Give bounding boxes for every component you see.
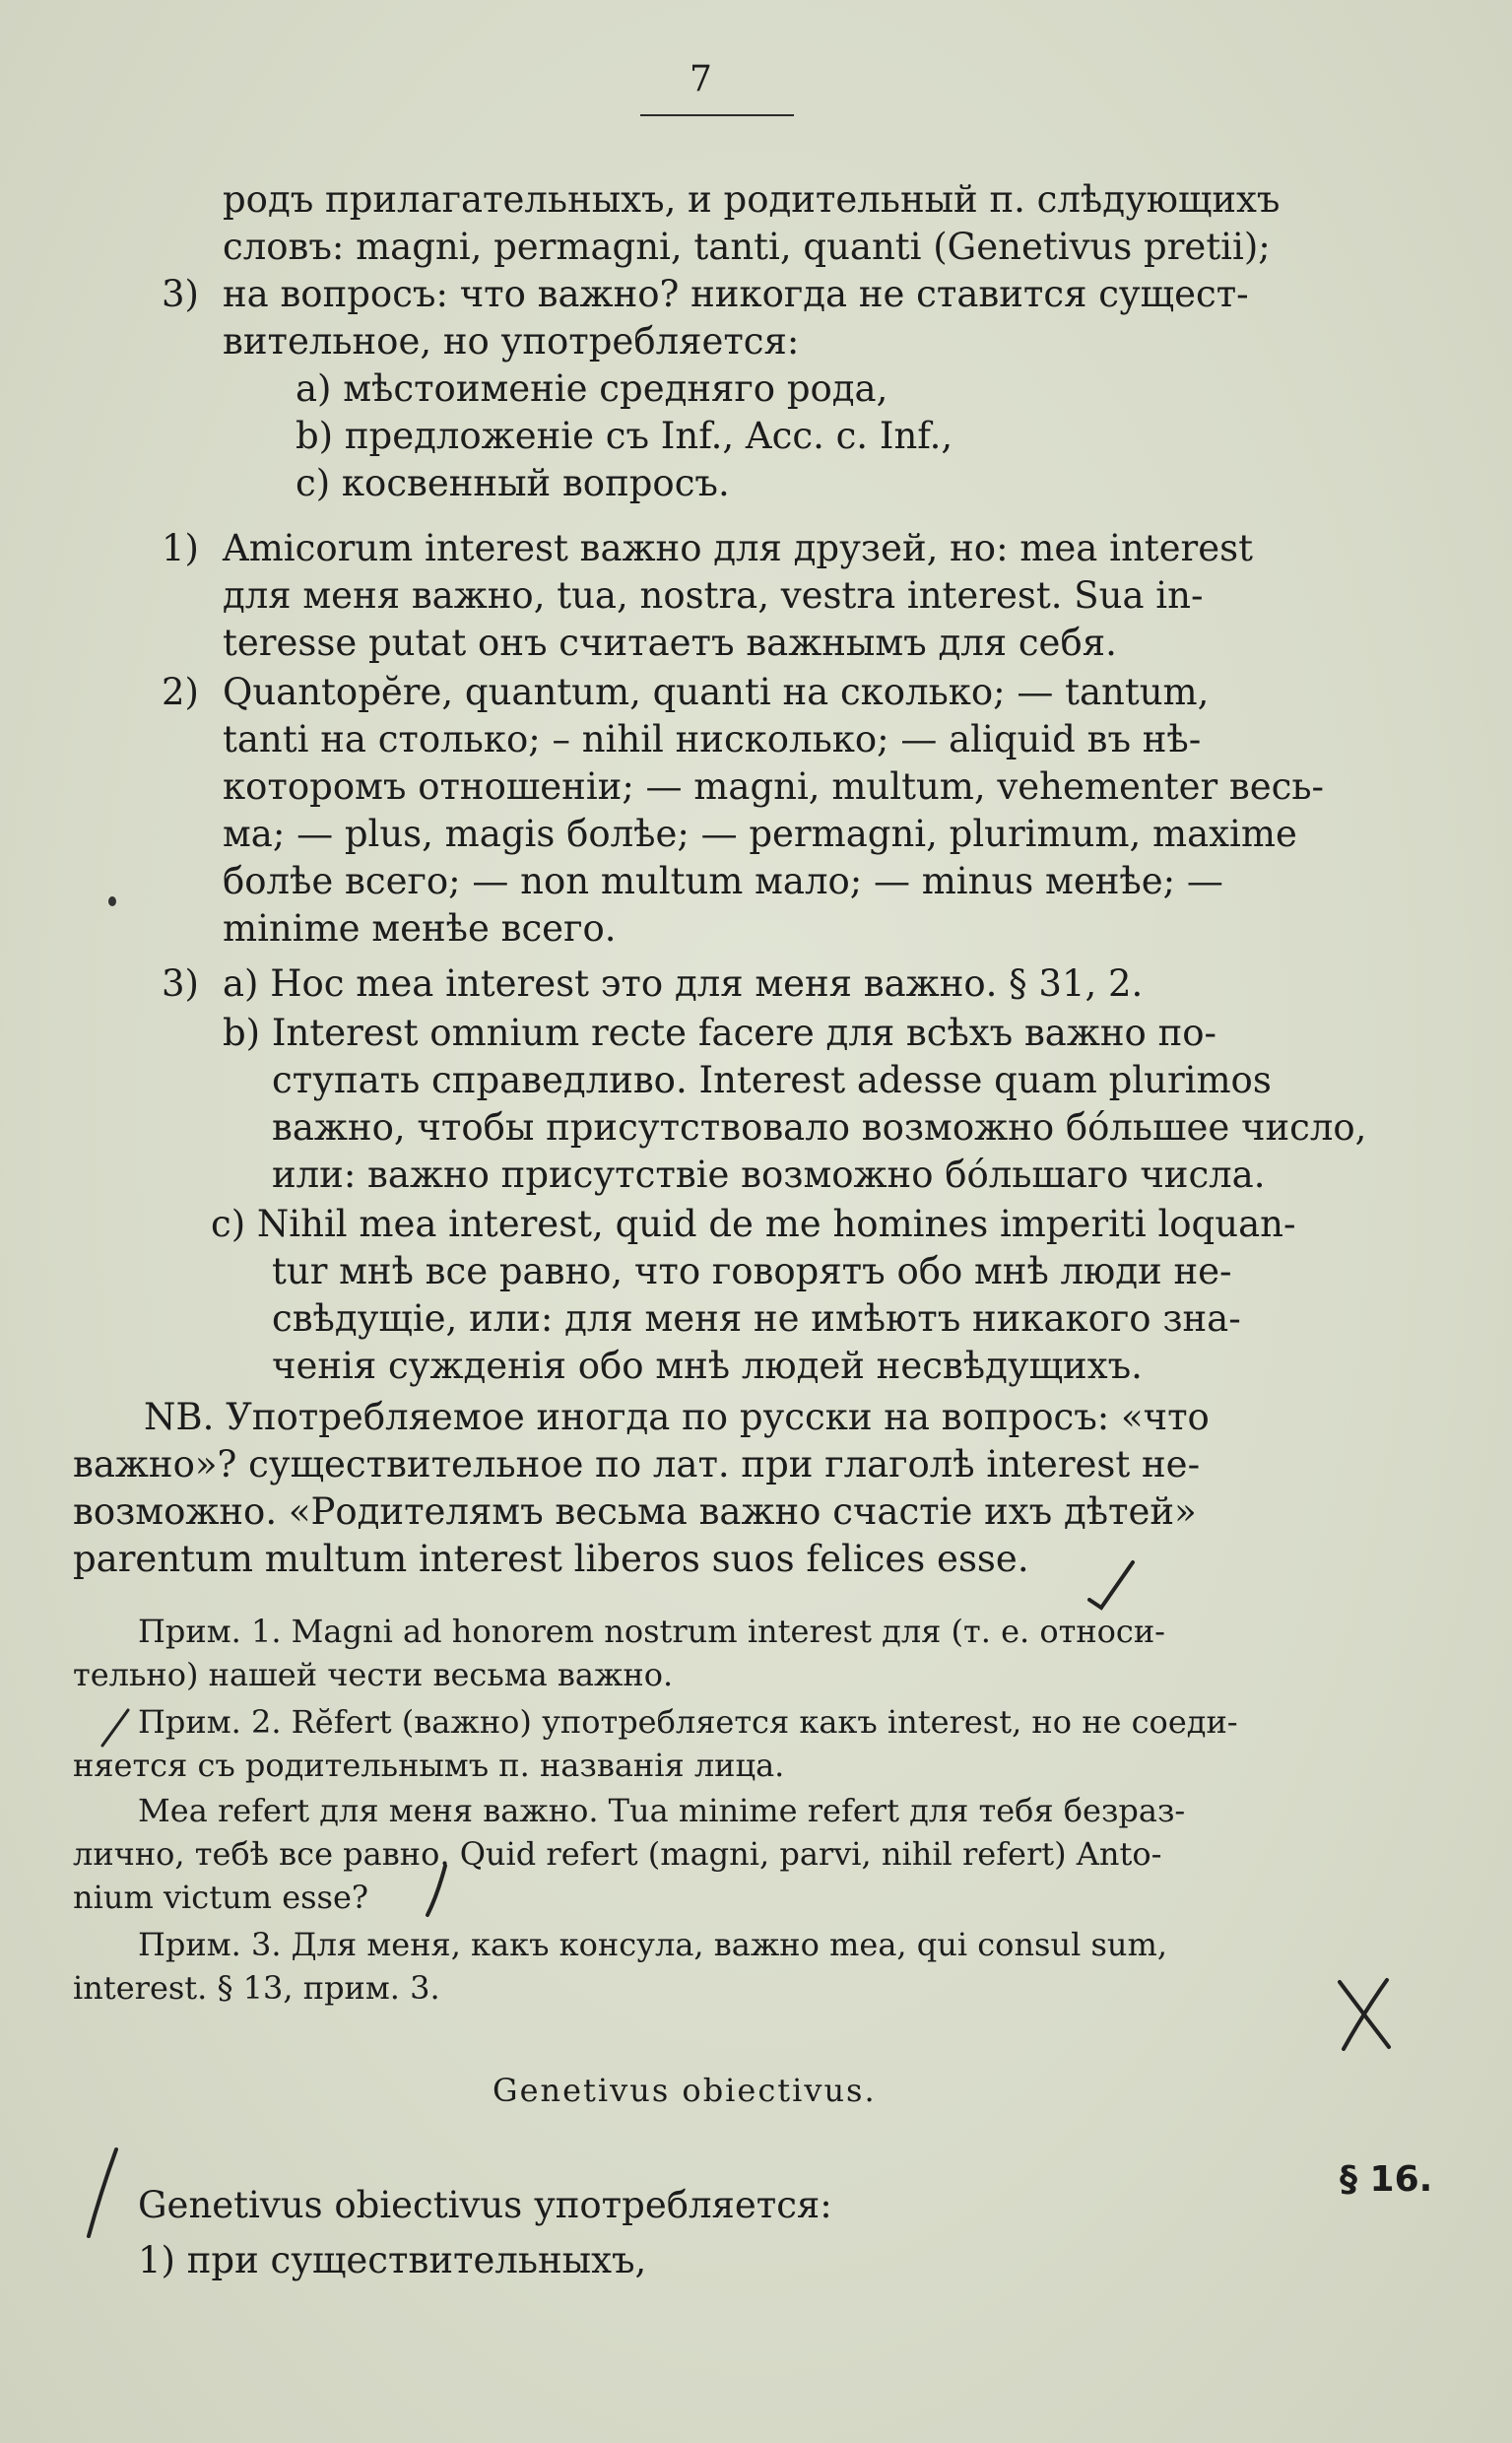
pencil-slash-mark bbox=[83, 2144, 122, 2242]
text-line: c) Nihil mea interest, quid de me homines imperiti loquan- bbox=[211, 1203, 1296, 1245]
section-number: § 16. bbox=[1340, 2159, 1433, 2200]
note-line: interest. § 13, прим. 3. bbox=[73, 1969, 440, 2007]
list-number: 1) bbox=[162, 527, 199, 569]
text-line: Amicorum interest важно для друзей, но: mea interest bbox=[223, 527, 1253, 569]
text-line: свѣдущіе, или: для меня не имѣютъ никакого зна- bbox=[272, 1297, 1241, 1340]
text-line: ма; — plus, magis болѣе; — permagni, plurimum, maxime bbox=[223, 813, 1297, 855]
note-line: тельно) нашей чести весьма важно. bbox=[73, 1656, 674, 1693]
list-number: 3) bbox=[162, 962, 199, 1005]
note-line: Прим. 2. Rĕfert (важно) употребляется какъ interest, но не соеди- bbox=[138, 1703, 1238, 1741]
text-line: b) Interest omnium recte facere для всѣхъ важно по- bbox=[223, 1012, 1217, 1054]
pencil-cross-mark bbox=[1334, 1974, 1395, 2053]
text-line: a) мѣстоименіе средняго рода, bbox=[296, 367, 888, 410]
note-line: няется съ родительнымъ п. названія лица. bbox=[73, 1747, 785, 1784]
text-line: Quantopĕre, quantum, quanti на сколько; — tantum, bbox=[223, 671, 1210, 713]
page-number: 7 bbox=[690, 59, 712, 99]
pencil-slash-mark bbox=[422, 1862, 451, 1921]
text-line: parentum multum interest liberos suos felices esse. bbox=[73, 1538, 1029, 1580]
text-line: или: важно присутствіе возможно бóльшаго числа. bbox=[272, 1154, 1266, 1196]
note-line: Прим. 1. Magni ad honorem nostrum interest для (т. е. относи- bbox=[138, 1613, 1165, 1650]
pencil-slash-mark bbox=[95, 1706, 134, 1750]
text-line: важно, чтобы присутствовало возможно бóльшее число, bbox=[272, 1106, 1367, 1149]
text-line: вительное, но употребляется: bbox=[223, 320, 800, 363]
note-line: Mea refert для меня важно. Tua minime refert для тебя безраз- bbox=[138, 1792, 1186, 1829]
text-line: minime менѣе всего. bbox=[223, 907, 617, 950]
page-number-rule bbox=[640, 114, 794, 116]
pencil-slash-mark bbox=[1084, 1556, 1143, 1616]
text-line: возможно. «Родителямъ весьма важно счастіе ихъ дѣтей» bbox=[73, 1490, 1197, 1533]
text-line: Genetivus obiectivus употребляется: bbox=[138, 2184, 832, 2226]
text-line: NB. Употребляемое иногда по русски на вопросъ: «что bbox=[144, 1396, 1210, 1438]
text-line: родъ прилагательныхъ, и родительный п. слѣдующихъ bbox=[223, 178, 1281, 221]
text-line: важно»? существительное по лат. при глаголѣ interest не- bbox=[73, 1443, 1201, 1486]
text-line: ченія сужденія обо мнѣ людей несвѣдущихъ. bbox=[272, 1345, 1143, 1387]
section-heading: Genetivus obiectivus. bbox=[493, 2072, 877, 2109]
text-line: для меня важно, tua, nostra, vestra interest. Sua in- bbox=[223, 574, 1204, 617]
text-line: 1) при существительныхъ, bbox=[138, 2239, 647, 2281]
text-line: болѣе всего; — non multum мало; — minus менѣе; — bbox=[223, 860, 1223, 902]
text-line: teresse putat онъ считаетъ важнымъ для себя. bbox=[223, 622, 1117, 664]
list-number: 3) bbox=[162, 273, 199, 315]
text-line: c) косвенный вопросъ. bbox=[296, 462, 730, 504]
text-line: ступать справедливо. Interest adesse quam plurimos bbox=[272, 1059, 1272, 1101]
text-line: tur мнѣ все равно, что говорятъ обо мнѣ люди не- bbox=[272, 1250, 1232, 1292]
note-line: Прим. 3. Для меня, какъ консула, важно mea, qui consul sum, bbox=[138, 1926, 1168, 1963]
text-line: на вопросъ: что важно? никогда не ставится сущест- bbox=[223, 273, 1249, 315]
text-line: b) предложеніе съ Inf., Acc. c. Inf., bbox=[296, 415, 953, 457]
list-number: 2) bbox=[162, 671, 199, 713]
text-line: словъ: magni, permagni, tanti, quanti (Genetivus pretii); bbox=[223, 226, 1271, 268]
text-line: которомъ отношеніи; — magni, multum, vehementer весь- bbox=[223, 765, 1325, 808]
text-line: a) Hoc mea interest это для меня важно. § 31, 2. bbox=[223, 962, 1144, 1005]
ink-dot bbox=[108, 896, 116, 906]
note-line: лично, тебѣ все равно. Quid refert (magni, parvi, nihil refert) Anto- bbox=[73, 1835, 1162, 1873]
text-line: tanti на столько; – nihil нисколько; — aliquid въ нѣ- bbox=[223, 718, 1202, 760]
note-line: nium victum esse? bbox=[73, 1879, 369, 1916]
